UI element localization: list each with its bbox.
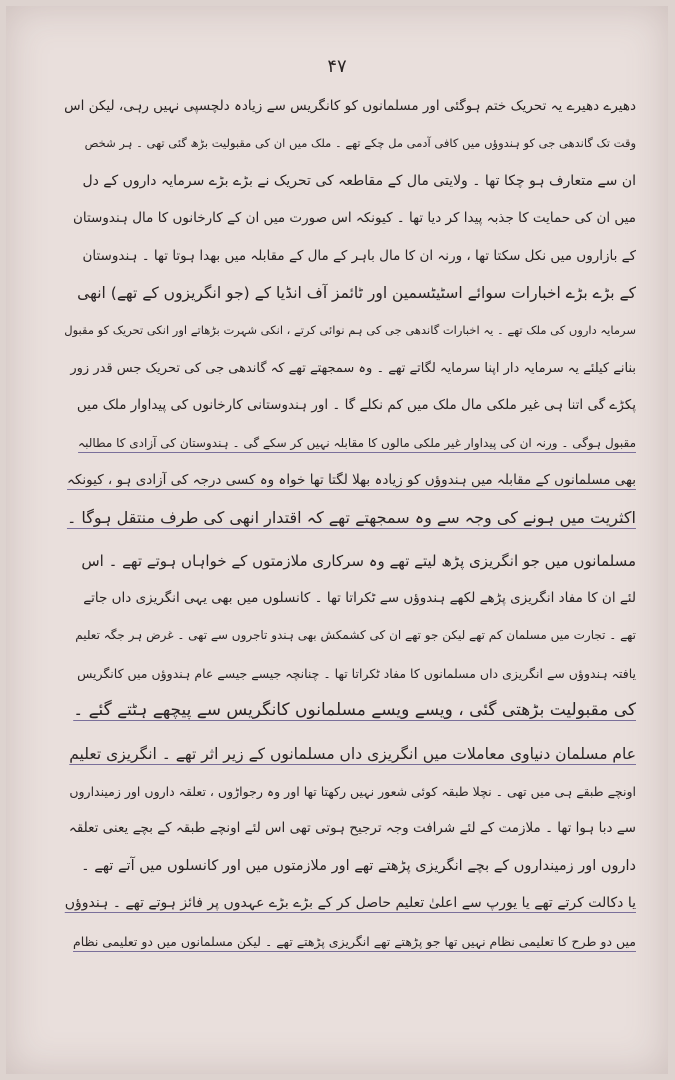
text-line: کے بڑے بڑے اخبارات سوائے اسٹیٹسمین اور ٹائمز آف انڈیا کے (جو انگریزوں کے تھے) انھی [77, 283, 636, 302]
text-line: میں دو طرح کا تعلیمی نظام نہیں تھا جو پڑھتے تھے انگریزی پڑھتے تھے ۔ لیکن مسلمانوں میں دو تعلیمی نظام [73, 933, 636, 949]
text-line: پکڑے گی اتنا ہی غیر ملکی مال ملک میں کم نکلے گا ۔ اور ہندوستانی کارخانوں کی پیداوار ملک میں [76, 397, 636, 414]
text-line: دھیرے دھیرے یہ تحریک ختم ہوگئی اور مسلمانوں کو کانگریس سے زیادہ دلچسپی نہیں رہی، لیکن اس [64, 98, 636, 114]
paragraph [64, 88, 636, 537]
book-page [6, 6, 668, 1074]
text-line: بنانے کیلئے یہ سرمایہ دار اپنا سرمایہ لگاتے تھے ۔ وہ سمجھتے تھے کہ گاندھی جی کی تحریک جس قدر زور [70, 360, 636, 376]
text-line: لئے ان کا مفاد انگریزی پڑھے لکھے ہندوؤں سے ٹکراتا تھا ۔ کانسلوں میں بھی یہی انگریزی داں جاتے [83, 590, 636, 607]
text-line: سرمایہ داروں کی ملک تھے ۔ یہ اخبارات گاندھی جی کی ہم نوائی کرتے ، انکی شہرت بڑھاتے اور انکی تحریک کو مقبول [64, 323, 636, 338]
paragraph [64, 736, 636, 960]
page-body [64, 88, 636, 960]
text-line: تھے ۔ تجارت میں مسلمان کم تھے لیکن جو تھے ان کی کشمکش بھی ہندو تاجروں سے تھی ۔ غرض ہر جگہ تعلیم [75, 628, 636, 643]
text-line: کے بازاروں میں نکل سکتا تھا ، ورنہ ان کا مال باہر کے مال کے مقابلہ میں بھدا ہوتا تھا ۔ ہندوستان [82, 247, 636, 264]
text-line: داروں اور زمینداروں کے بچے انگریزی پڑھتے تھے اور ملازمتوں میں اور کانسلوں میں آتے تھے ۔ [81, 857, 636, 874]
text-line: وقت تک گاندھی جی کو ہندوؤں میں کافی آدمی مل چکے تھے ۔ ملک میں ان کی مقبولیت بڑھ گئی تھی ۔ ہر شخص [84, 136, 636, 151]
text-line: اونچے طبقے ہی میں تھی ۔ نچلا طبقہ کوئی شعور نہیں رکھتا تھا اور وہ رجواڑوں ، تعلقہ داروں اور زمینداروں [69, 784, 636, 800]
text-line: سے دبا ہوا تھا ۔ ملازمت کے لئے شرافت وجہ ترجیح ہوتی تھی اس لئے اونچے طبقہ کے بچے یعنی تعلقہ [68, 820, 636, 837]
text-line: یافتہ ہندوؤں سے انگریزی داں مسلمانوں کا مفاد ٹکراتا تھا ۔ چنانچہ جیسے جیسے عام ہندوؤں میں کانگریس [77, 665, 636, 681]
text-line: مسلمانوں میں جو انگریزی پڑھ لیتے تھے وہ سرکاری ملازمتوں کے خواہاں ہوتے تھے ۔ اس [81, 551, 636, 570]
text-line: اکثریت میں ہونے کی وجہ سے وہ سمجھتے تھے کہ اقتدار انھی کی طرف منتقل ہوگا ۔ [66, 508, 636, 528]
text-line: بھی مسلمانوں کے مقابلہ میں ہندوؤں کو زیادہ بھلا لگتا تھا خواہ وہ کسی درجہ کی آزادی ہو ، کیونکہ [67, 471, 636, 488]
text-line: میں ان کی حمایت کا جذبہ پیدا کر دیا تھا ۔ کیونکہ اس صورت میں ان کے کارخانوں کا مال ہندوستان [72, 210, 636, 227]
text-line: ان سے متعارف ہو چکا تھا ۔ ولایتی مال کے مقاطعہ کی تحریک نے بڑے بڑے سرمایہ داروں کے دل [82, 172, 636, 189]
text-line: یا دکالت کرتے تھے یا یورپ سے اعلیٰ تعلیم حاصل کر کے بڑے بڑے عہدوں پر فائز ہوتے تھے ۔ ہندوؤں [64, 895, 636, 912]
text-line: مقبول ہوگی ۔ ورنہ ان کی پیداوار غیر ملکی مالوں کا مقابلہ نہیں کر سکے گی ۔ ہندوستان کی آزادی کا مطالبہ [78, 435, 636, 450]
paragraph [64, 543, 636, 730]
page-number: ۴۷ [327, 56, 347, 77]
text-line: کی مقبولیت بڑھتی گئی ، ویسے ویسے مسلمانوں کانگریس سے پیچھے ہٹتے گئے ۔ [73, 700, 636, 721]
text-line: عام مسلمان دنیاوی معاملات میں انگریزی داں مسلمانوں کے زیر اثر تھے ۔ انگریزی تعلیم [69, 744, 636, 763]
